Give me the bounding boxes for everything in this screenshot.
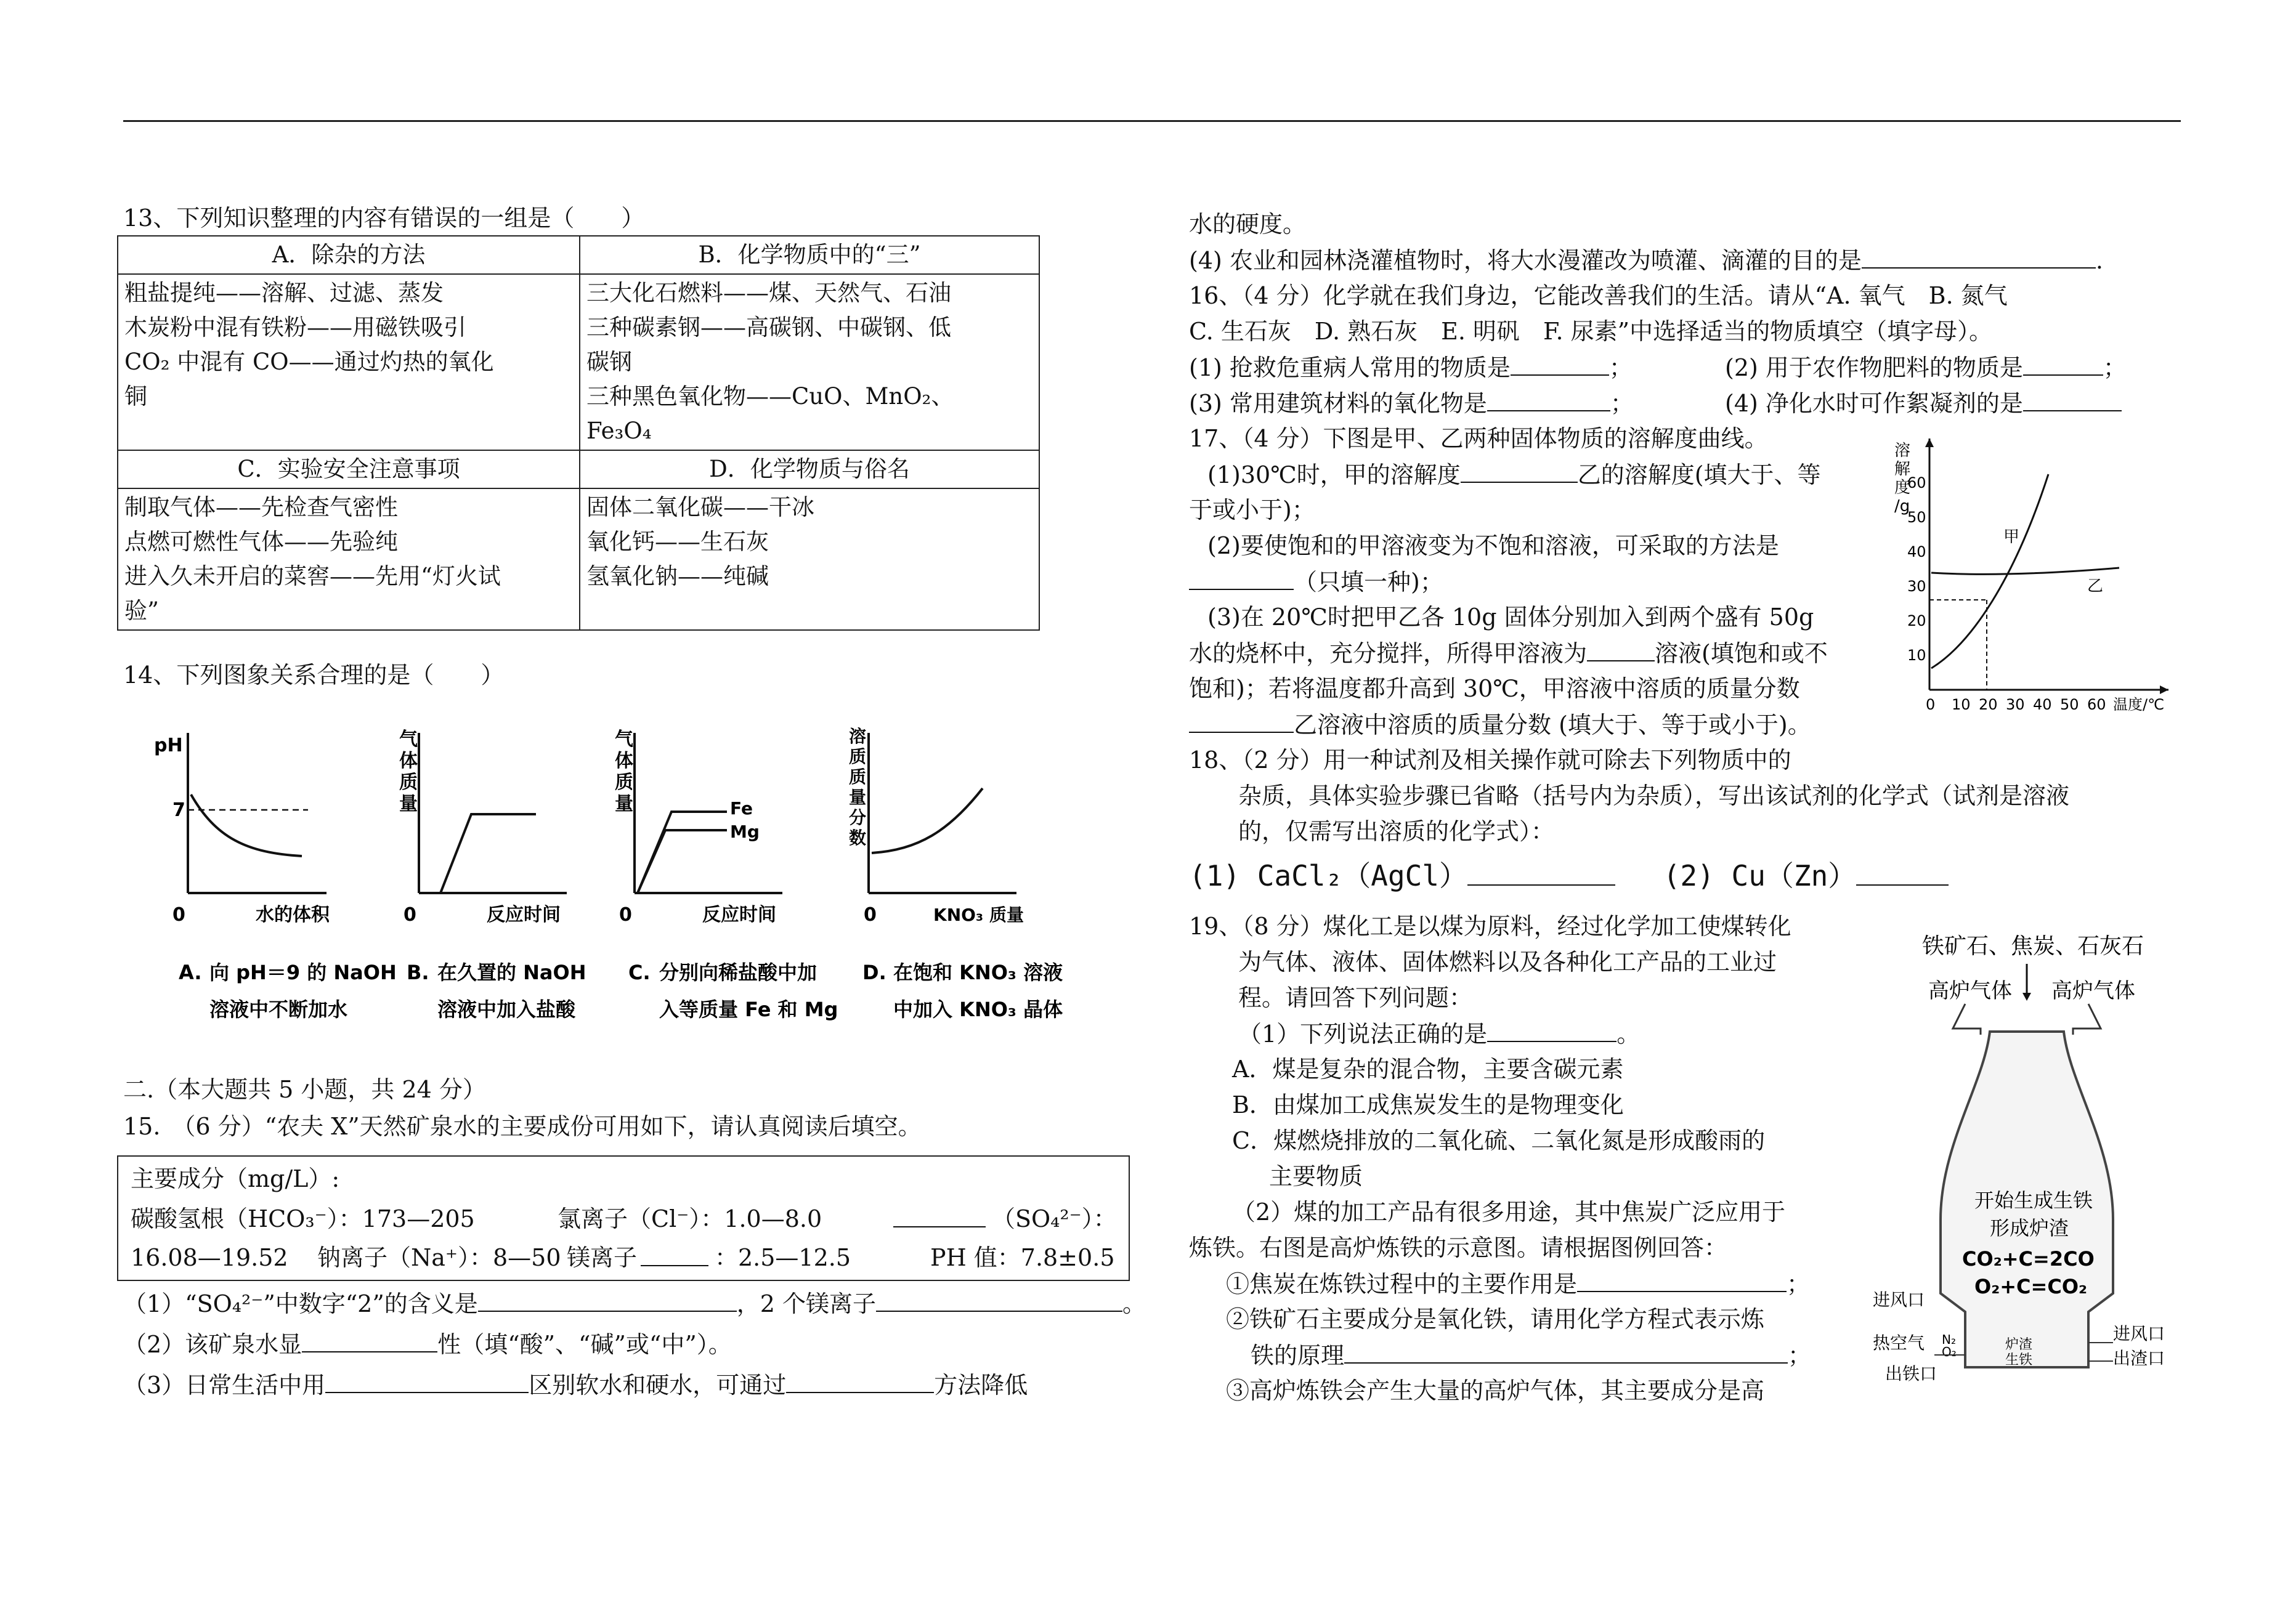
q16-p3e: ； [1610,390,1634,417]
q15-box-l3b: 钠离子（Na⁺）：8—50 [317,1244,561,1271]
graph-c-cap2: 入等质量 Fe 和 Mg [659,998,838,1021]
q15-box-l3e: PH 值：7.8±0.5 [930,1244,1115,1271]
q19-l1: 19、（8 分）煤化工是以煤为原料，经过化学加工使煤转化 [1189,913,1791,940]
q16-row1 [1189,352,1633,382]
q15-box-l2b: 氯离子（Cl⁻）：1.0—8.0 [558,1205,822,1232]
furnace-out-iron: 出铁口 [1885,1364,1937,1384]
q17-p3-last [1189,709,1811,740]
q15-box-l3a: 16.08—19.52 [131,1244,288,1271]
q15-box-l2a: 碳酸氢根（HCO₃⁻）：173—205 [131,1205,475,1232]
q15-p3d: 水的硬度。 [1189,211,1307,238]
graph-c-ylabel-2: 体 [615,750,633,772]
sol-xlabel: 温度/℃ [2113,696,2165,713]
q19-i2 [1251,1340,1811,1370]
furnace-gas-left: 高炉气体 [1928,979,2012,1003]
furnace-out-slag: 出渣口 [2113,1348,2165,1368]
q17-blank-2[interactable] [1189,567,1294,590]
graph-b-xlabel: 反应时间 [487,904,561,926]
q19-i2c: ； [1788,1342,1812,1369]
q15-part2 [123,1329,732,1359]
q16-blank-4[interactable] [2023,388,2122,411]
curve-jia [1931,474,2048,668]
q13-stem: 13、下列知识整理的内容有错误的一组是（ ） [123,204,645,232]
sol-xtick: 30 [2006,696,2025,713]
graph-c-ylabel-4: 量 [615,793,633,815]
cell-a-line: CO₂ 中混有 CO——通过灼热的氧化 [124,349,494,375]
q19-s1 [1238,1019,1640,1049]
graph-d [849,726,1063,1021]
graph-a-y7: 7 [172,799,185,821]
q15-p3b: 区别软水和硬水，可通过 [529,1372,787,1399]
q15-p4a: (4) 农业和园林浇灌植物时，将大水漫灌改为喷灌、滴灌的目的是 [1189,247,1862,274]
q15-box-l3c: 镁离子 [567,1244,638,1271]
cell-c-line: 验” [124,597,159,624]
furnace-n2: N₂ [1942,1332,1956,1347]
q16-p2: (2) 用于农作物肥料的物质是 [1725,354,2023,381]
q18-answers [1189,857,1949,893]
q18-a1: (1) CaCl₂（AgCl） [1189,859,1468,892]
cell-c-line: 点燃可燃性气体——先验纯 [124,528,398,555]
q18-l2: 杂质，具体实验步骤已省略（括号内为杂质），写出该试剂的化学式（试剂是溶液 [1238,782,2070,809]
graph-c-origin: 0 [619,904,632,926]
q19-i1b: ； [1787,1271,1811,1298]
graph-a-ylabel: pH [154,735,183,756]
sol-xtick: 40 [2033,696,2052,713]
q19-blank-2[interactable] [1577,1269,1787,1292]
q19-s1b: 。 [1617,1021,1641,1048]
graph-c-ylabel-1: 气 [615,729,633,750]
sol-ylabel-1: 溶 [1894,442,1911,460]
q16-l1: 16、（4 分）化学就在我们身边，它能改善我们的生活。请从“A. 氧气 B. 氮气 [1189,282,2008,309]
furnace-eq2: O₂+C=CO₂ [1974,1275,2088,1298]
sol-xtick: 20 [1979,696,1998,713]
q16-blank-1[interactable] [1511,352,1609,376]
cell-d-line: 氢氧化钠——纯碱 [586,563,769,589]
q19-s2b: 炼铁。右图是高炉炼铁的示意图。请根据图例回答： [1189,1234,1728,1261]
q15-p3c: 方法降低 [934,1372,1028,1399]
section-2-title: 二.（本大题共 5 小题，共 24 分） [123,1076,486,1103]
cell-b-line: 三种黑色氧化物——CuO、MnO₂、 [586,383,954,410]
q16-p1e: ； [1608,354,1633,381]
header-rule [123,120,2181,122]
q18-a2: (2) Cu（Zn） [1663,859,1857,892]
q18-blank-1[interactable] [1467,857,1615,886]
graph-b-ylabel-1: 气 [399,729,418,750]
graph-d-xlabel: KNO₃ 质量 [933,905,1024,925]
blast-furnace-diagram [1873,924,2181,1417]
graph-d-ylabel-6: 数 [849,828,867,848]
q19-option-c2: 主要物质 [1269,1163,1363,1190]
q15-blank-2[interactable] [876,1288,1122,1312]
graph-c-cap-letter: C. [628,961,651,984]
sol-ytick: 30 [1907,578,1926,595]
q16-blank-2[interactable] [2023,352,2103,376]
furnace-o2: O₂ [1942,1344,1957,1359]
sol-xticks [1926,696,2106,713]
q15-blank-4[interactable] [325,1370,529,1393]
q15-p1a: （1）“SO₄²⁻”中数字“2”的含义是 [123,1290,478,1317]
q19-blank-1[interactable] [1487,1019,1617,1042]
graph-b-ylabel-2: 体 [399,750,418,772]
furnace-m1: 开始生成生铁 [1974,1189,2093,1212]
q18-blank-2[interactable] [1856,857,1949,886]
furnace-gas-right: 高炉气体 [2051,979,2135,1003]
graph-a-cap1: 向 pH＝9 的 NaOH [209,961,397,984]
q15-box-l3d: ：2.5—12.5 [715,1244,851,1271]
graph-b-ylabel-4: 量 [399,793,418,815]
sol-yticks [1907,474,1926,664]
q17-p3b: 水的烧杯中，充分搅拌，所得甲溶液为 [1189,640,1588,667]
q17-p3 [1189,638,1828,668]
q16-p2e: ； [2103,354,2127,381]
q19-s1a: （1）下列说法正确的是 [1238,1021,1488,1048]
q15-p2b: 性（填“酸”、“碱”或“中”）。 [437,1331,732,1358]
q15-p4b: . [2095,247,2104,274]
q19-s2a: （2）煤的加工产品有很多用途，其中焦炭广泛应用于 [1232,1199,1786,1226]
q13-table [117,235,1040,631]
q15-p3a: （3）日常生活中用 [123,1372,326,1399]
furnace-m2: 形成炉渣 [1990,1216,2069,1240]
cell-b-line: 三种碳素钢——高碳钢、中碳钢、低 [586,314,951,341]
q15-box-l1: 主要成分（mg/L）: [131,1165,340,1192]
q18-l3: 的，仅需写出溶质的化学式）： [1238,818,1555,845]
graph-b-cap2: 溶液中加入盐酸 [437,998,576,1021]
q17-p3a: (3)在 20℃时把甲乙各 10g 固体分别加入到两个盛有 50g [1207,604,1814,631]
graph-c-ylabel-3: 质 [615,772,633,793]
cell-d-body [580,488,1039,630]
cell-b-title: B．化学物质中的“三” [580,236,1039,274]
cell-a-title: A．除杂的方法 [118,236,580,274]
sol-ylabel-2: 解 [1894,460,1911,479]
cell-b-line: 碳钢 [586,349,632,375]
q14-graphs [142,708,1063,1041]
q19-i2a: ②铁矿石主要成分是氧化铁，请用化学方程式表示炼 [1226,1306,1765,1333]
q15-part1 [123,1288,1146,1319]
q17-stem: 17、（4 分）下图是甲、乙两种固体物质的溶解度曲线。 [1189,425,1768,452]
q17-p2b: （只填一种)； [1294,568,1443,596]
q16-p4: (4) 净化水时可作絮凝剂的是 [1725,390,2023,417]
graph-d-ylabel-5: 分 [849,807,867,828]
graph-a-cap-letter: A. [179,961,202,984]
q17-blank-3[interactable] [1587,638,1655,661]
furnace-top-label: 铁矿石、焦炭、石灰石 [1922,934,2144,959]
q17-p2a: (2)要使饱和的甲溶液变为不饱和溶液，可采取的方法是 [1207,532,1779,559]
graph-a [154,733,397,1021]
furnace-in-left: 进风口 [1873,1290,1925,1310]
q15-p1b: ，2 个镁离子 [736,1290,877,1317]
q19-blank-3[interactable] [1344,1340,1788,1364]
graph-c-xlabel: 反应时间 [702,904,776,926]
sol-xtick: 50 [2060,696,2079,713]
cell-a-line: 木炭粉中混有铁粉——用磁铁吸引 [124,314,466,341]
q15-box-l2-blank[interactable] [893,1204,986,1234]
q19-option-a: A．煤是复杂的混合物，主要含碳元素 [1232,1056,1624,1083]
cell-a-body [118,274,580,450]
q16-row1b [1725,352,2127,382]
furnace-slag: 炉渣 [2005,1337,2033,1352]
q17-p3c: 溶液(填饱和或不 [1655,640,1828,667]
q15-blank-1[interactable] [478,1288,737,1312]
graph-d-origin: 0 [864,904,877,926]
graph-d-ylabel-1: 溶 [849,726,867,746]
q15-part3 [123,1370,1028,1400]
q15-box-l2c: （SO₄²⁻）： [992,1205,1117,1232]
q19-option-b: B．由煤加工成焦炭发生的是物理变化 [1232,1091,1624,1118]
graph-b-cap-letter: B. [407,961,429,984]
cell-a-line: 粗盐提纯——溶解、过滤、蒸发 [124,280,444,306]
graph-c-mg: Mg [730,822,760,842]
graph-b-origin: 0 [404,904,416,926]
graph-a-cap2: 溶液中不断加水 [209,998,348,1021]
sol-ylabel-3: 度 [1894,479,1911,497]
furnace-iron: 生铁 [2005,1352,2033,1368]
q15-stem: 15. （6 分）“农夫 X”天然矿泉水的主要成份可用如下，请认真阅读后填空。 [123,1113,922,1140]
cell-d-title: D．化学物质与俗名 [580,450,1039,488]
q18-l1: 18、（2 分）用一种试剂及相关操作就可除去下列物质中的 [1189,746,1791,774]
label-jia: 甲 [2003,528,2020,546]
q15-blank-5[interactable] [786,1370,934,1393]
graph-b-ylabel-3: 质 [399,772,418,793]
q15-p1c: 。 [1122,1290,1146,1317]
q17-blank-1[interactable] [1461,459,1578,483]
q17-p1 [1207,459,1821,490]
q19-option-c1: C．煤燃烧排放的二氧化硫、二氧化氮是形成酸雨的 [1232,1127,1766,1154]
q16-row2b [1725,388,2122,418]
cell-a-line: 铜 [124,383,147,410]
q16-p3: (3) 常用建筑材料的氧化物是 [1189,390,1487,417]
cell-d-line: 氧化钙——生石灰 [586,528,769,555]
cell-c-line: 制取气体——先检查气密性 [124,494,398,520]
cell-b-line: 三大化石燃料——煤、天然气、石油 [586,280,951,306]
furnace-eq1: CO₂+C=2CO [1962,1247,2095,1271]
graph-b [399,729,586,1021]
graph-a-origin: 0 [172,904,185,926]
graph-c-cap1: 分别向稀盐酸中加 [659,961,817,984]
sol-ytick: 20 [1907,612,1926,629]
graph-c-fe: Fe [730,798,753,819]
sol-ytick: 10 [1907,647,1926,664]
graph-a-xlabel: 水的体积 [256,904,330,926]
graph-b-cap1: 在久置的 NaOH [437,961,586,984]
q15-blank-6[interactable] [1862,245,2096,269]
cell-b-body [580,274,1039,450]
q17-blank-4[interactable] [1189,709,1294,733]
sol-ytick: 50 [1907,509,1926,526]
q17-p3e: 乙溶液中溶质的质量分数 (填大于、等于或小于)。 [1294,711,1811,738]
q16-row2 [1189,388,1634,418]
sol-xtick: 0 [1926,696,1936,713]
furnace-hot-air: 热空气 [1873,1333,1925,1353]
sol-ylabel-4: /g [1894,497,1910,515]
q17-p3d: 饱和)；若将温度都升高到 30℃，甲溶液中溶质的质量分数 [1189,675,1800,702]
q15-box-l3-blank[interactable] [641,1243,708,1273]
cell-c-title: C．实验安全注意事项 [118,450,580,488]
graph-c [615,729,838,1021]
q15-p2a: （2）该矿泉水显 [123,1331,302,1358]
sol-xtick: 10 [1952,696,1971,713]
q15-part4 [1189,245,2103,275]
q14-stem: 14、下列图象关系合理的是（ ） [123,661,505,689]
q19-i1a: ①焦炭在炼铁过程中的主要作用是 [1226,1271,1578,1298]
sol-xtick: 60 [2087,696,2106,713]
label-yi: 乙 [2087,577,2104,596]
cell-b-line: Fe₃O₄ [586,418,652,444]
cell-c-line: 进入久未开启的菜窖——先用“灯火试 [124,563,501,589]
graph-d-cap1: 在饱和 KNO₃ 溶液 [893,961,1063,984]
q19-i2b: 铁的原理 [1251,1342,1345,1369]
graph-d-ylabel-2: 质 [849,746,867,767]
q19-l3: 程。请回答下列问题： [1238,984,1473,1011]
q15-blank-3[interactable] [302,1329,437,1352]
solubility-chart [1891,431,2181,751]
cell-d-line: 固体二氧化碳——干冰 [586,494,814,520]
q19-i1 [1226,1269,1810,1299]
sol-ytick: 40 [1907,543,1926,560]
sol-ytick: 60 [1907,474,1926,491]
graph-d-ylabel-4: 量 [849,787,867,807]
curve-yi [1931,568,2119,574]
q17-p2 [1189,567,1443,597]
q17-p1b: 乙的溶解度(填大于、等 [1577,461,1821,488]
graph-d-cap-letter: D. [862,961,886,984]
q19-l2: 为气体、液体、固体燃料以及各种化工产品的工业过 [1238,948,1777,976]
q16-p1: (1) 抢救危重病人常用的物质是 [1189,354,1511,381]
cell-c-body [118,488,580,630]
q17-p1c: 于或小于)； [1189,496,1315,523]
q17-p1a: (1)30℃时，甲的溶解度 [1207,461,1461,488]
q16-l2: C. 生石灰 D. 熟石灰 E. 明矾 F. 尿素”中选择适当的物质填空（填字母）。 [1189,318,1993,345]
graph-d-ylabel-3: 质 [849,767,867,787]
q19-i3: ③高炉炼铁会产生大量的高炉气体，其主要成分是高 [1226,1377,1765,1404]
furnace-in-right: 进风口 [2113,1324,2165,1344]
q16-blank-3[interactable] [1487,388,1610,411]
graph-d-cap2: 中加入 KNO₃ 晶体 [893,998,1063,1021]
